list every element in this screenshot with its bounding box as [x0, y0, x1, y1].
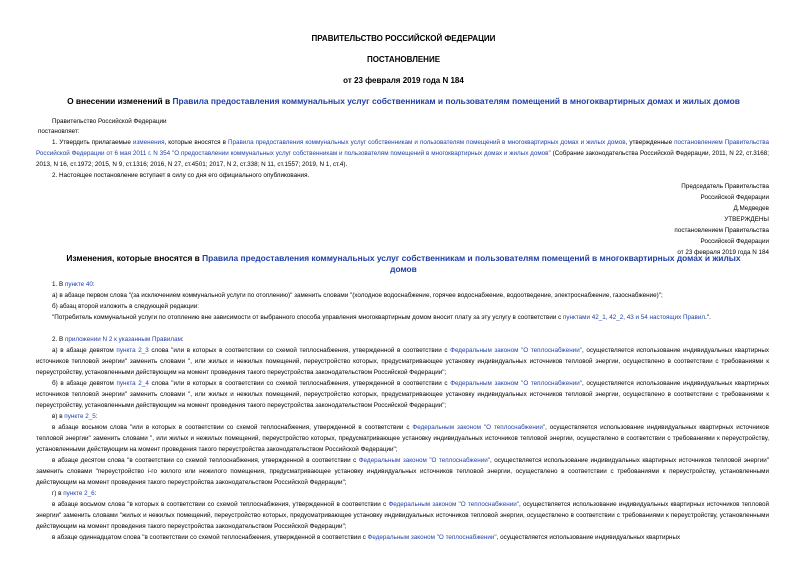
signer-title: Председатель Правительства — [681, 183, 769, 190]
preamble-item2: 2. Настоящее постановление вступает в силу со дня его официального опубликования. — [52, 172, 310, 179]
point-2-6-link[interactable]: пункте 2_6 — [63, 490, 95, 497]
clause-1: 1. В пункте 40: — [52, 281, 95, 288]
approved-by: постановлением Правительства — [674, 227, 769, 234]
points-link[interactable]: пунктами 42_1, 42_2, 43 и 54 настоящих Правил — [563, 314, 706, 321]
approved-label: УТВЕРЖДЕНЫ — [724, 216, 769, 223]
clause-2d: г) в пункте 2_6: — [52, 490, 97, 497]
signer-name: Д.Медведев — [733, 205, 769, 212]
clause-2b: б) в абзаце девятом пункта 2_4 слова "или в которых в соответствии со схемой теплоснабжения, утвержденной в соответствии с Федеральным законом "О теплоснабжении", осуществляется использование индивидуальных квартирных источников тепловой энергии" заменить словами ", или жилых и нежилых помещений, переустройство которых, предусматривающее установку индивидуальных источников тепловой энергии, осуществлено в соответствии с требованиями к переустройству, установленными действующим на момент проведения такого переустройства законодательством Российской Федерации"; — [36, 380, 769, 409]
heat-law-link[interactable]: Федеральным законом "О теплоснабжении" — [367, 534, 497, 541]
heat-law-link[interactable]: Федеральным законом "О теплоснабжении" — [412, 424, 546, 431]
preamble-item1: 1. Утвердить прилагаемые изменения, которые вносятся в Правила предоставления коммунальных услуг собственникам и пользователям помещений в многоквартирных домах и жилых домов, утвержденные постановлением Правительства Российской Федерации от 6 мая 2011 г. N 354 "О предоставлении коммунальных услуг собственникам и пользователям помещений в многоквартирных домах и жилых домов" (Собрание законодательства Российской Федерации, 2011, N 22, ст.3168; 2013, N 16, ст.1972; 2015, N 9, ст.1316; 2016, N 27, ст.4501; 2017, N 2, ст.338; N 11, ст.1557; 2019, N 1, ст.4). — [36, 139, 769, 168]
clause-2a: а) в абзаце девятом пункта 2_3 слова "или в которых в соответствии со схемой теплоснабжения, утвержденной в соответствии с Федеральным законом "О теплоснабжении", осуществляется использование индивидуальных квартирных источников тепловой энергии" заменить словами ", или жилых и нежилых помещений, переустройство которых, предусматривающее установку индивидуальных источников тепловой энергии, осуществлено в соответствии с требованиями к переустройству, установленными действующим на момент проведения такого переустройства законодательством Российской Федерации"; — [36, 347, 769, 376]
clause-1b-quote: "Потребитель коммунальной услуги по отоплению вне зависимости от выбранного способа управления многоквартирным домом вносит плату за эту услугу в соответствии с пунктами 42_1, 42_2, 43 и 54 настоящих Правил.". — [52, 314, 711, 321]
approved-date: от 23 февраля 2019 года N 184 — [677, 249, 769, 256]
point-2-3-link[interactable]: пункта 2_3 — [116, 347, 149, 354]
org-heading: ПРАВИТЕЛЬСТВО РОССИЙСКОЙ ФЕДЕРАЦИИ — [311, 34, 496, 43]
heat-law-link[interactable]: Федеральным законом "О теплоснабжении" — [450, 347, 582, 354]
resolution-354-link[interactable]: постановлением Правительства Российской Федерации от 6 мая 2011 г. N 354 "О предоставлении коммунальных услуг собственникам и пользователям помещений в многоквартирных домах и жилых домов" — [36, 139, 769, 157]
changes-heading: Изменения, которые вносятся в Правила предоставления коммунальных услуг собственникам и пользователям помещений в многоквартирных домах и жилых домов — [66, 253, 741, 274]
clause-2d-2: в абзаце одиннадцатом слова "в соответствии со схемой теплоснабжения, утвержденной в соответствии с Федеральным законом "О теплоснабжении", осуществляется использование индивидуальных квартирных — [52, 534, 681, 541]
preamble-line1: Правительство Российской Федерации — [52, 118, 167, 125]
doc-type-heading: ПОСТАНОВЛЕНИЕ — [366, 55, 441, 64]
document-title — [20, 96, 787, 106]
signer-country: Российской Федерации — [700, 194, 769, 201]
clause-2c-2: в абзаце десятом слова "в соответствии со схемой теплоснабжения, утвержденной в соответствии с Федеральным законом "О теплоснабжении", осуществляется использование индивидуальных квартирных источников тепловой энергии" заменить словами "переустройство i-го жилого или нежилого помещения, предусматривающее установку индивидуальных источников тепловой энергии, осуществлено в соответствии с требованиями к переустройству, установленными действующим на момент проведения такого переустройства законодательством Российской Федерации"; — [36, 457, 769, 486]
point-40-link[interactable]: пункте 40 — [64, 281, 93, 288]
point-2-4-link[interactable]: пункта 2_4 — [116, 380, 149, 387]
appendix-2-link[interactable]: приложении N 2 к указанным Правилам — [64, 336, 182, 343]
approved-country: Российской Федерации — [700, 238, 769, 245]
title-prefix: О внесении изменений в — [67, 96, 173, 106]
point-2-5-link[interactable]: пункте 2_5 — [64, 413, 96, 420]
changes-heading-link[interactable]: Правила предоставления коммунальных услуг собственникам и пользователям помещений в многоквартирных домах и жилых домов — [202, 253, 741, 274]
heat-law-link[interactable]: Федеральным законом "О теплоснабжении" — [358, 457, 490, 464]
clause-2c-1: в абзаце восьмом слова "или в которых в соответствии со схемой теплоснабжения, утвержденной в соответствии с Федеральным законом "О теплоснабжении", осуществляется использование индивидуальных квартирных источников тепловой энергии" заменить словами ", или жилых и нежилых помещений, переустройство которых, предусматривающее установку индивидуальных источников тепловой энергии, осуществлено в соответствии с требованиями к переустройству, установленными действующим на момент проведения такого переустройства законодательством Российской Федерации"; — [36, 424, 769, 453]
changes-link[interactable]: изменения — [132, 139, 165, 146]
clause-1a: а) в абзаце первом слова "(за исключением коммунальной услуги по отоплению)" заменить словами "(холодное водоснабжение, горячее водоснабжение, водоотведение, электроснабжение, газоснабжение)"; — [52, 292, 663, 299]
preamble-line2: постановляет: — [38, 128, 80, 135]
rules-link[interactable]: Правила предоставления коммунальных услуг собственникам и пользователям помещений в многоквартирных домах и жилых домов — [228, 139, 626, 146]
title-link[interactable]: Правила предоставления коммунальных услуг собственникам и пользователям помещений в многоквартирных домах и жилых домов — [172, 96, 740, 106]
clause-2: 2. В приложении N 2 к указанным Правилам: — [52, 336, 184, 343]
heat-law-link[interactable]: Федеральным законом "О теплоснабжении" — [388, 501, 520, 508]
clause-2d-1: в абзаце восьмом слова "в которых в соответствии со схемой теплоснабжения, утвержденной в соответствии с Федеральным законом "О теплоснабжении", осуществляется использование индивидуальных квартирных источников тепловой энергии" заменить словами "жилых и нежилых помещений, переустройство которых, предусматривающее установку индивидуальных источников тепловой энергии, осуществлено в соответствии с требованиями к переустройству, установленными действующим на момент проведения такого переустройства законодательством Российской Федерации"; — [36, 501, 769, 530]
heat-law-link[interactable]: Федеральным законом "О теплоснабжении" — [450, 380, 582, 387]
clause-1b: б) абзац второй изложить в следующей редакции: — [52, 303, 200, 310]
signature-block — [674, 181, 769, 258]
date-number-heading: от 23 февраля 2019 года N 184 — [343, 76, 464, 85]
clause-2c: в) в пункте 2_5: — [52, 413, 98, 420]
